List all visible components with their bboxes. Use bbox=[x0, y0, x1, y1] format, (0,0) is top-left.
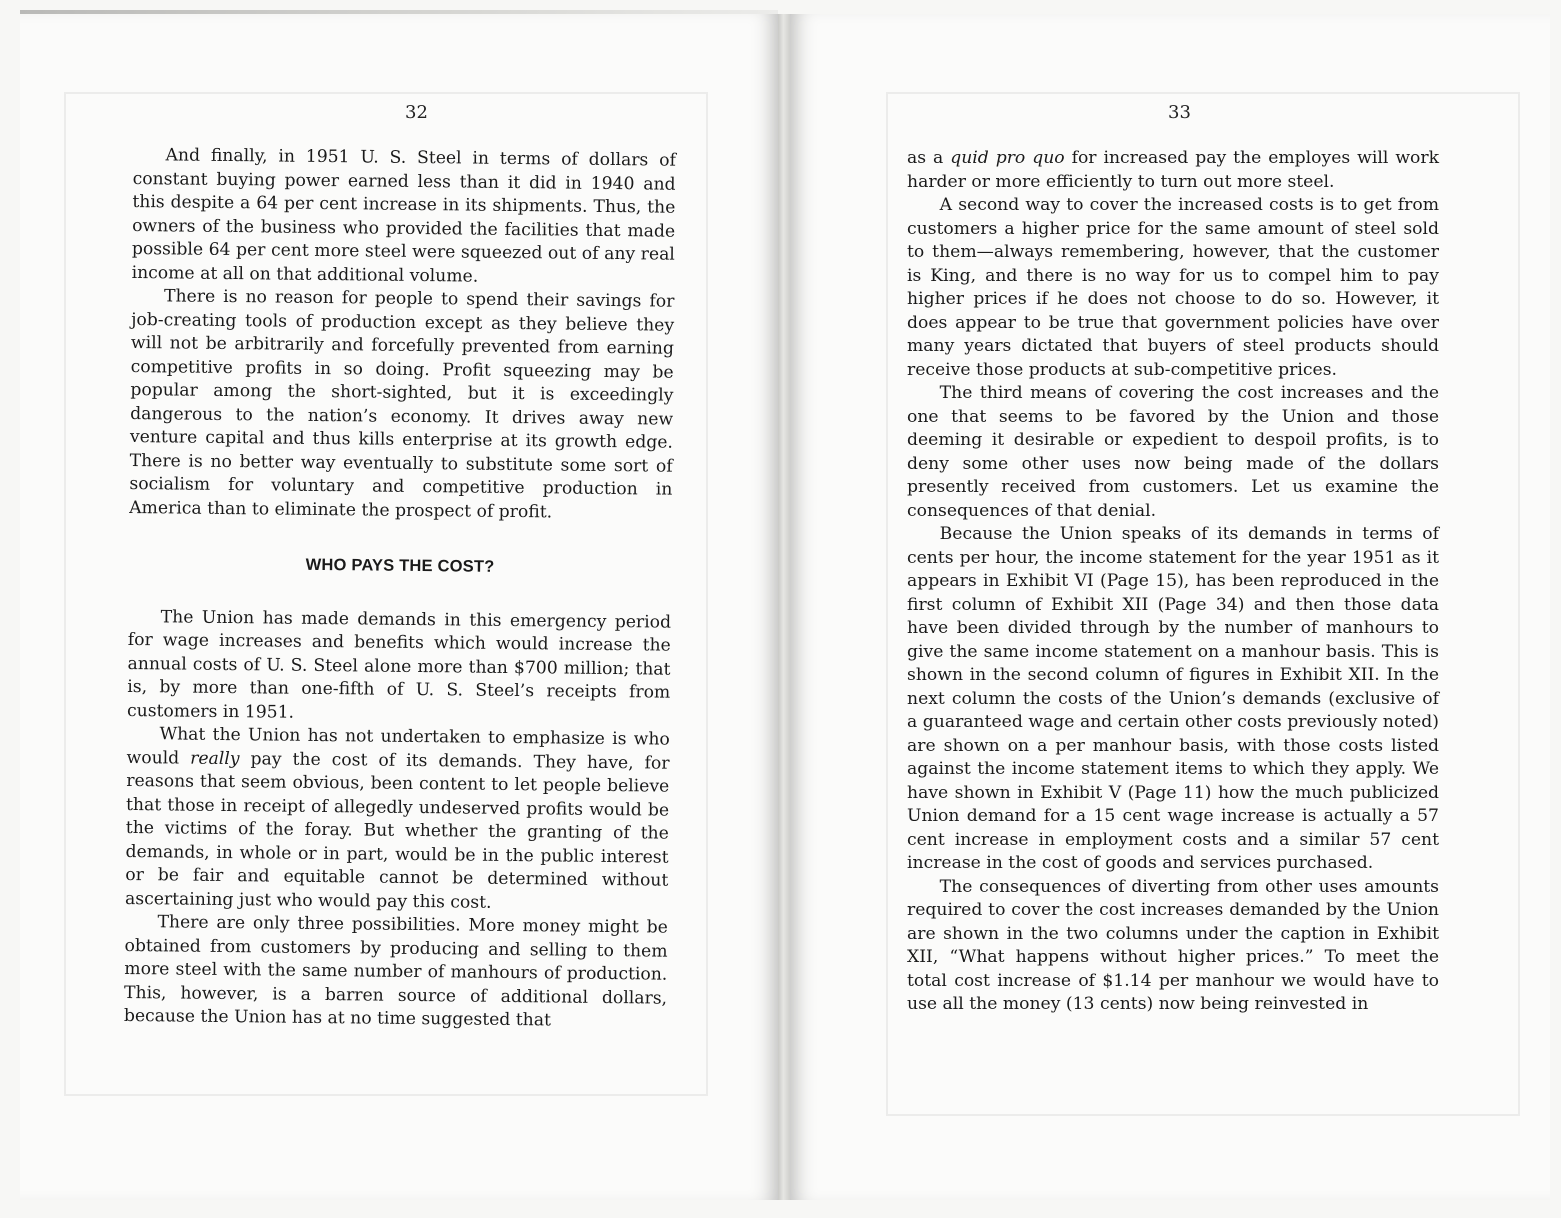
left-page bbox=[20, 14, 778, 1200]
right-page bbox=[790, 14, 1550, 1200]
paragraph-4-text: What the Union has not undertaken to emphasize is who would really pay the cost of its demands. They have, for reasons that seem obvious, been content to let people believe that those in receipt of allegedly undeserved profits would be the victims of the foray. But whether the granting of the demands, in whole or in part, would be in the public interest or be fair and equitable cannot be determined without ascertaining just who would pay this cost. bbox=[124, 724, 670, 913]
page-number-right: 33 bbox=[1168, 102, 1191, 123]
paragraph-4: Because the Union speaks of its demands in terms of cents per hour, the income statement for the year 1951 as it appears in Exhibit VI (Page 15), has been reproduced in the first column of Exhibit XII (Page 34) and then those data have been divided through by the number of manhours to give the same income statement on a manhour basis. This is shown in the second column of figures in Exhibit XII. In the next column the costs of the Union’s demands (exclusive of a guaranteed wage and certain other costs previously noted) are shown on a per manhour basis, with those costs listed against the income statement items to which they apply. We have shown in Exhibit V (Page 11) how the much publicized Union demand for a 15 cent wage increase is actually a 57 cent increase in employment costs and a similar 57 cent increase in the cost of goods and services purchased. bbox=[907, 524, 1439, 873]
paragraph-5: There are only three possibilities. More money might be obtained from customers by producing and selling to them more steel with the same number of manhours of production. This, however, is a barren source of additional dollars, because the Union has at no time suggested that bbox=[123, 912, 668, 1031]
left-page-body bbox=[124, 144, 676, 1034]
paragraph-3: The third means of covering the cost increases and the one that seems to be favored by the Union and those deeming it desirable or expedient to despoil profits, is to deny some other uses now being made of the dollars presently received from customers. Let us examine the consequences of that denial. bbox=[907, 383, 1439, 521]
paragraph-5: The consequences of diverting from other uses amounts required to cover the cost increases demanded by the Union are shown in the two columns under the caption in Exhibit XII, “What happens without higher prices.” To meet the total cost increase of $1.14 per manhour we would have to use all the money (13 cents) now being reinvested in bbox=[907, 876, 1439, 1014]
paragraph-2: A second way to cover the increased costs is to get from customers a higher price for the same amount of steel sold to them—always remembering, however, that the customer is King, and there is no way for us to compel him to pay higher prices if he does not choose to do so. However, it does appear to be true that government policies have over many years dictated that buyers of steel products should receive those products at sub-competitive prices. bbox=[907, 195, 1439, 380]
right-page-body bbox=[907, 147, 1439, 1017]
section-heading: WHO PAYS THE COST? bbox=[305, 555, 495, 576]
paragraph-1-text: as a quid pro quo for increased pay the employes will work harder or more efficiently to turn out more steel. bbox=[907, 148, 1440, 192]
page-number-left: 32 bbox=[405, 102, 428, 123]
emphasis: really bbox=[190, 748, 240, 769]
paragraph-4 bbox=[125, 723, 670, 917]
paragraph-2: There is no reason for people to spend their savings for job-creating tools of production except as they believe they will not be arbitrarily and forcefully prevented from earning competitive profits in so doing. Profit squeezing may be popular among the short-sighted, but it is exceedingly dangerous to the nation’s economy. It drives away new venture capital and thus kills enterprise at its growth edge. There is no better way eventually to substitute some sort of socialism for voluntary and competitive production in America than to eliminate the prospect of profit. bbox=[129, 286, 675, 522]
paragraph-1 bbox=[907, 147, 1439, 194]
emphasis: quid pro quo bbox=[950, 148, 1065, 168]
binding-gutter bbox=[778, 14, 790, 1200]
paragraph-3: The Union has made demands in this emergency period for wage increases and benefits which would increase the annual costs of U. S. Steel alone more than $700 million; that is, by more than one-fifth of U. S. Steel’s receipts from customers in 1951. bbox=[126, 606, 672, 723]
paragraph-1: And finally, in 1951 U. S. Steel in terms of dollars of constant buying power earned less than it did in 1940 and this despite a 64 per cent increase in its shipments. Thus, the owners of the business who provided the facilities that made possible 64 per cent more steel were squeezed out of any real income at all on that additional volume. bbox=[131, 145, 676, 287]
